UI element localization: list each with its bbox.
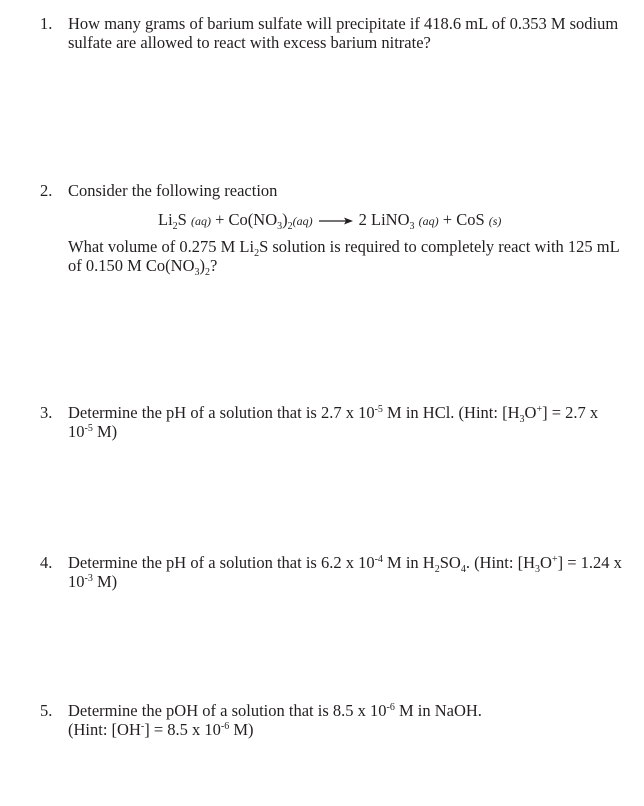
subscript: 3 (277, 221, 283, 232)
chemical-equation (158, 210, 630, 231)
subscript: 3 (535, 564, 541, 575)
text-run: Determine the pH of a solution that is 2.7 x 10 (68, 403, 375, 422)
text-run: (Hint: [OH (68, 720, 141, 739)
text-run: Determine the pH of a solution that is 6.2 x 10 (68, 553, 375, 572)
question-number: 1. (40, 14, 53, 33)
question-text (68, 14, 630, 52)
superscript: -6 (386, 702, 395, 713)
state-label: (s) (488, 214, 502, 228)
formula-part: ) (282, 210, 288, 229)
formula-part: 2 LiNO (358, 210, 410, 229)
superscript: -5 (84, 423, 93, 434)
text-run: . (Hint: [H (465, 553, 536, 572)
question-3 (40, 403, 630, 441)
question-line (68, 701, 630, 720)
reaction-arrow-icon (319, 216, 353, 226)
superscript: -4 (374, 554, 383, 565)
question-line: sulfate are allowed to react with excess barium nitrate? (68, 33, 431, 52)
question-number: 3. (40, 403, 53, 422)
formula-part: CoS (456, 210, 485, 229)
subscript: 2 (254, 248, 260, 259)
superscript: -5 (374, 404, 383, 415)
text-run: ] = 1.24 x (557, 553, 622, 572)
question-4 (40, 553, 630, 591)
subscript: 3 (194, 267, 200, 278)
question-line (68, 572, 630, 591)
state-label: (aq) (190, 214, 211, 228)
superscript: + (536, 404, 543, 415)
question-2 (40, 181, 630, 278)
text-run: M) (229, 720, 254, 739)
superscript: -6 (220, 721, 230, 732)
question-line (68, 422, 630, 441)
plus-sign: + (215, 210, 225, 229)
text-run: Determine the pOH of a solution that is 8.5 x 10 (68, 701, 387, 720)
question-text (68, 181, 630, 278)
text-run: 10 (68, 422, 85, 441)
subscript: 2 (434, 564, 440, 575)
subscript: 2 (205, 267, 210, 278)
superscript: + (551, 554, 558, 565)
question-5 (40, 701, 630, 739)
subscript: 4 (460, 564, 466, 575)
text-run: M in NaOH. (394, 701, 482, 720)
text-run: M) (92, 572, 118, 591)
plus-sign: + (442, 210, 453, 229)
superscript: -3 (84, 573, 93, 584)
text-run: 10 (68, 572, 85, 591)
text-run: O (540, 553, 552, 572)
question-text (68, 403, 630, 441)
superscript: - (140, 721, 145, 732)
text-run: ) (199, 256, 205, 275)
text-run: What volume of 0.275 M Li (68, 237, 255, 256)
question-line (68, 553, 630, 575)
text-run: SO (439, 553, 461, 572)
state-label: (aq) (292, 214, 313, 228)
subscript: 3 (409, 221, 415, 232)
text-run: M) (92, 422, 118, 441)
question-line (68, 403, 630, 425)
text-run: M in H (382, 553, 435, 572)
question-1 (40, 14, 630, 52)
subscript: 2 (287, 221, 293, 232)
text-run: ] = 2.7 x (542, 403, 599, 422)
text-run: ? (210, 256, 218, 275)
formula-part: Co(NO (228, 210, 278, 229)
text-run: S solution is required to completely react with 125 mL (259, 237, 620, 256)
question-number: 2. (40, 181, 53, 200)
question-intro: Consider the following reaction (68, 181, 278, 200)
question-line (68, 720, 630, 739)
formula-part: S (177, 210, 187, 229)
text-run: O (524, 403, 537, 422)
question-line (68, 256, 630, 278)
question-text (68, 701, 630, 739)
text-run: ] = 8.5 x 10 (144, 720, 221, 739)
question-number: 4. (40, 553, 53, 572)
question-line: How many grams of barium sulfate will precipitate if 418.6 mL of 0.353 M sodium (68, 14, 619, 33)
subscript: 2 (172, 221, 178, 232)
state-label: (aq) (418, 214, 439, 228)
subscript: 3 (519, 414, 525, 425)
question-text (68, 553, 630, 591)
formula-part: Li (158, 210, 173, 229)
text-run: of 0.150 M Co(NO (68, 256, 195, 275)
question-number: 5. (40, 701, 53, 720)
question-line (68, 237, 630, 259)
text-run: M in HCl. (Hint: [H (382, 403, 520, 422)
